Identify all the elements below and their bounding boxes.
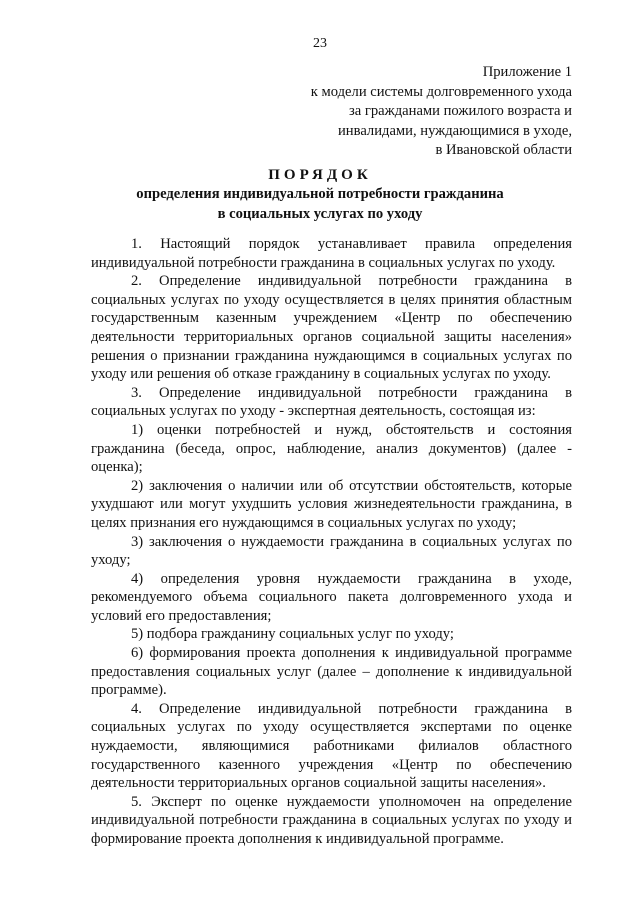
subtitle-line: определения индивидуальной потребности гражданина <box>136 186 504 202</box>
subtitle-line: в социальных услугах по уходу <box>217 206 423 222</box>
appendix-line: Приложение 1 <box>482 64 572 80</box>
appendix-line: в Ивановской области <box>435 142 572 159</box>
appendix-line: к модели системы долговременного ухода <box>310 83 572 100</box>
document-title: ПОРЯДОК <box>268 167 372 183</box>
paragraph: 3. Определение индивидуальной потребности гражданина в социальных услугах по уходу - экспертная деятельность, состоящая из: <box>91 384 572 420</box>
list-item: 3) заключения о нуждаемости гражданина в социальных услугах по уходу; <box>91 533 572 569</box>
page-number: 23 <box>313 36 327 51</box>
paragraph: 1. Настоящий порядок устанавливает правила определения индивидуальной потребности гражданина в социальных услугах по уходу. <box>91 236 572 271</box>
appendix-line: за гражданами пожилого возраста и <box>349 103 572 120</box>
list-item: 6) формирования проекта дополнения к индивидуальной программе предоставления социальных услуг (далее – дополнение к индивидуальной программе). <box>91 645 572 699</box>
list-item: 1) оценки потребностей и нужд, обстоятельств и состояния гражданина (беседа, опрос, наблюдение, анализ документов) (далее - оценка); <box>91 421 572 476</box>
document-body <box>91 235 572 849</box>
list-item: 4) определения уровня нуждаемости гражданина в уходе, рекомендуемого объема социального пакета долговременного ухода и условий его предоставления; <box>91 570 572 624</box>
paragraph: 5. Эксперт по оценке нуждаемости уполномочен на определение индивидуальной потребности гражданина в социальных услугах по уходу и формирование проекта дополнения к индивидуальной программе. <box>91 793 572 847</box>
paragraph: 4. Определение индивидуальной потребности гражданина в социальных услугах по уходу осуществляется экспертами по оценке нуждаемости, являющимися работниками филиалов областного государственного казенного учреждения «Центр по обеспечению деятельности территориальных органов социальной защиты населения». <box>91 700 572 792</box>
appendix-line: инвалидами, нуждающимися в уходе, <box>338 122 572 139</box>
paragraph: 2. Определение индивидуальной потребности гражданина в социальных услугах по уходу осуществляется в целях принятия областным государственным казенным учреждением «Центр по обеспечению деятельности территориальных органов социальной защиты населения» решения о признании гражданина нуждающимся в социальных услугах по уходу или решения об отказе гражданину в социальных услугах по уходу. <box>91 273 572 383</box>
list-item: 2) заключения о наличии или об отсутствии обстоятельств, которые ухудшают или могут ухудшить условия жизнедеятельности гражданина, в целях признания его нуждающимся в социальных услугах по уходу; <box>91 477 572 531</box>
appendix-note <box>311 63 572 161</box>
document-subtitle <box>0 184 640 224</box>
list-item: 5) подбора гражданину социальных услуг по уходу; <box>131 626 454 643</box>
